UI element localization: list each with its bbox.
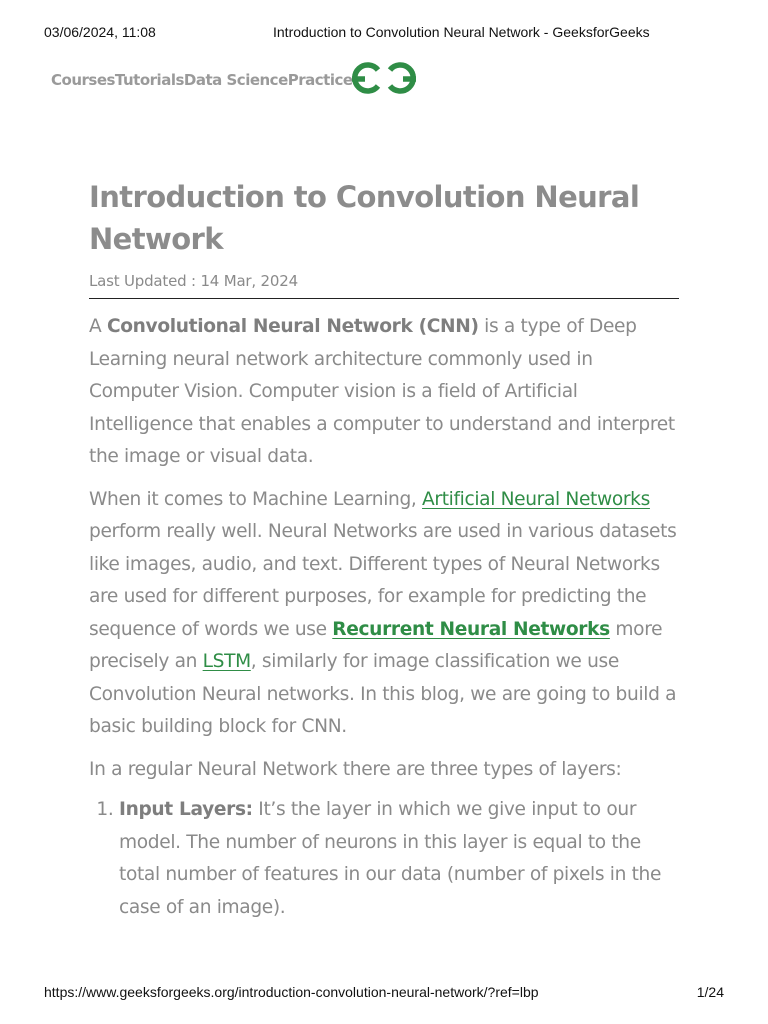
layer-desc: It’s the layer in which we give input to our model. The number of neurons in this layer is equal to the total number of features in our data (number of pixels in the case of an image). — [119, 799, 662, 918]
print-header — [44, 24, 724, 42]
nav-courses[interactable]: Courses — [51, 71, 115, 89]
paragraph-intro — [89, 311, 679, 474]
paragraph-neural-networks — [89, 484, 679, 744]
print-doc-title: Introduction to Convolution Neural Network - GeeksforGeeks — [273, 24, 650, 40]
bold-term-cnn: Convolutional Neural Network (CNN) — [106, 316, 479, 337]
nav-practice[interactable]: Practice — [287, 71, 353, 89]
paragraph-layers-intro: In a regular Neural Network there are three types of layers: — [89, 758, 622, 780]
layer-term: Input Layers: — [119, 799, 253, 820]
text-run: is a type of Deep Learning neural network architecture commonly used in Computer Vision. Computer vision is a field of Artificial Intelligence that enables a computer to understand and interpret the image or visual data. — [89, 316, 675, 467]
text-run: A — [89, 316, 107, 337]
article-title: Introduction to Convolution Neural Network — [89, 180, 640, 256]
link-artificial-neural-networks[interactable]: Artificial Neural Networks — [422, 488, 650, 510]
text-run: When it comes to Machine Learning, — [89, 488, 423, 510]
link-lstm[interactable]: LSTM — [202, 651, 251, 672]
link-recurrent-neural-networks[interactable]: Recurrent Neural Networks — [332, 618, 610, 640]
print-page-number: 1/24 — [696, 984, 724, 1000]
nav-data-science[interactable]: Data Science — [183, 71, 288, 89]
print-datetime: 03/06/2024, 11:08 — [44, 24, 156, 40]
text-run: , similarly for image classification we use Convolution Neural networks. In this blog, we are going to build a basic building block for CNN. — [89, 651, 677, 737]
nav-tutorials[interactable]: Tutorials — [114, 71, 184, 89]
print-url: https://www.geeksforgeeks.org/introduction-convolution-neural-network/?ref=lbp — [44, 984, 539, 1000]
print-footer — [44, 984, 724, 1002]
list-item — [119, 794, 679, 924]
layer-list — [89, 794, 679, 924]
text-run: more precisely an — [89, 618, 663, 672]
article — [89, 176, 679, 924]
text-run: perform really well. Neural Networks are used in various datasets like images, audio, and text. Different types of Neural Networks are used for different purposes, for example for predicting the sequence of words we use — [89, 521, 677, 640]
last-updated: Last Updated : 14 Mar, 2024 — [89, 272, 679, 299]
site-nav — [51, 66, 353, 94]
gfg-logo-icon[interactable] — [348, 60, 420, 96]
